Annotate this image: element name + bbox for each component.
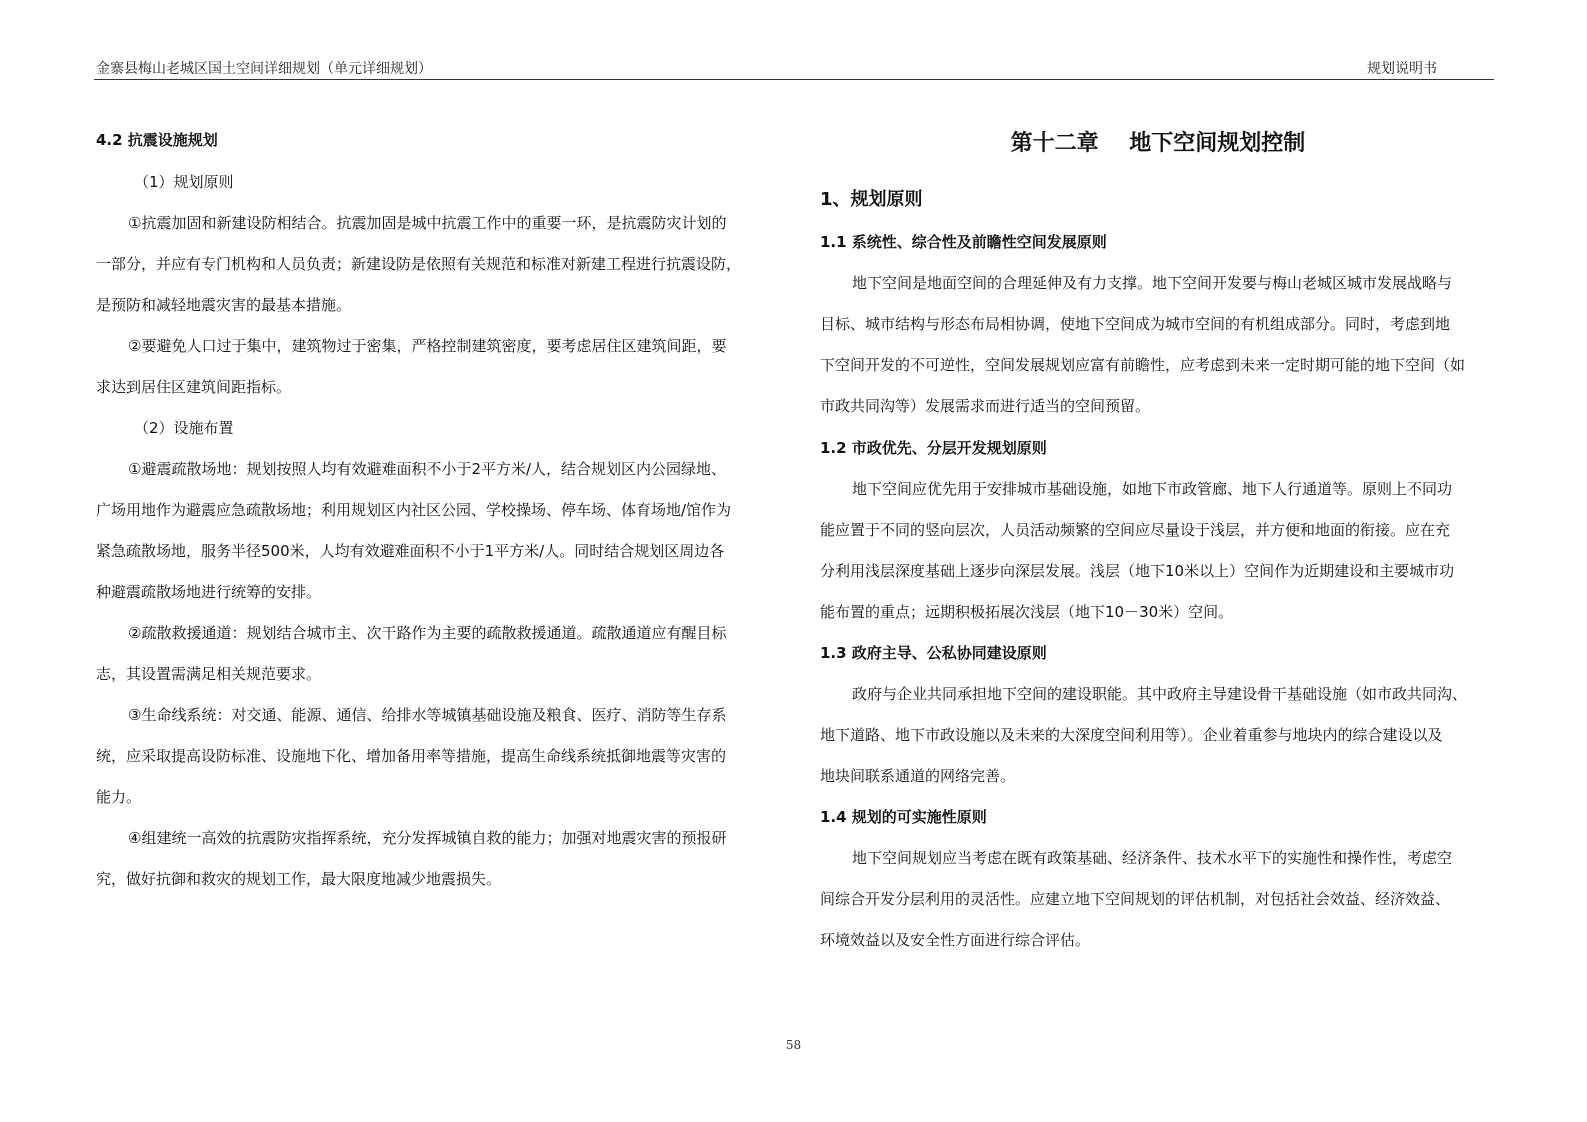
paragraph-line: ①避震疏散场地：规划按照人均有效避难面积不小于2平方米/人，结合规划区内公园绿地、 (128, 460, 727, 478)
paragraph-line: 分利用浅层深度基础上逐步向深层发展。浅层（地下10米以上）空间作为近期建设和主要城市功 (820, 562, 1455, 580)
paragraph-line: 究，做好抗御和救灾的规划工作，最大限度地减少地震损失。 (96, 870, 502, 888)
section-heading-1-1: 1.1 系统性、综合性及前瞻性空间发展原则 (820, 233, 1107, 251)
subheading-facility-layout: （2）设施布置 (134, 419, 234, 437)
paragraph-line: 能力。 (96, 788, 142, 806)
paragraph-line: 环境效益以及安全性方面进行综合评估。 (820, 931, 1091, 949)
page-number: 58 (785, 1038, 802, 1052)
paragraph-line: 统，应采取提高设防标准、设施地下化、增加备用率等措施，提高生命线系统抵御地震等灾害的 (96, 747, 727, 765)
paragraph-line: 政府与企业共同承担地下空间的建设职能。其中政府主导建设骨干基础设施（如市政共同沟、 (852, 685, 1468, 703)
paragraph-line: 能布置的重点；远期积极拓展次浅层（地下10－30米）空间。 (820, 603, 1234, 621)
paragraph-line: 市政共同沟等）发展需求而进行适当的空间预留。 (820, 397, 1151, 415)
paragraph-line: 地下道路、地下市政设施以及未来的大深度空间利用等）。企业着重参与地块内的综合建设以及 (820, 726, 1443, 744)
paragraph-line: 地下空间是地面空间的合理延伸及有力支撑。地下空间开发要与梅山老城区城市发展战略与 (852, 274, 1453, 292)
paragraph-line: 种避震疏散场地进行统筹的安排。 (96, 583, 322, 601)
paragraph-line: 求达到居住区建筑间距指标。 (96, 378, 292, 396)
paragraph-line: 志，其设置需满足相关规范要求。 (96, 665, 322, 683)
paragraph-line: 广场用地作为避震应急疏散场地；利用规划区内社区公园、学校操场、停车场、体育场地/馆作为 (96, 501, 732, 519)
paragraph-line: 能应置于不同的竖向层次，人员活动频繁的空间应尽量设于浅层，并方便和地面的衔接。应在充 (820, 521, 1451, 539)
paragraph-line: 紧急疏散场地，服务半径500米，人均有效避难面积不小于1平方米/人。同时结合规划区周边各 (96, 542, 725, 560)
paragraph-line: ②疏散救援通道：规划结合城市主、次干路作为主要的疏散救援通道。疏散通道应有醒目标 (128, 624, 727, 642)
paragraph-line: ④组建统一高效的抗震防灾指挥系统，充分发挥城镇自救的能力；加强对地震灾害的预报研 (128, 829, 727, 847)
paragraph-line: 地下空间应优先用于安排城市基础设施，如地下市政管廊、地下人行通道等。原则上不同功 (852, 480, 1453, 498)
subheading-planning-principles: （1）规划原则 (134, 173, 234, 191)
paragraph-line: ③生命线系统：对交通、能源、通信、给排水等城镇基础设施及粮食、医疗、消防等生存系 (128, 706, 727, 724)
paragraph-line: ②要避免人口过于集中，建筑物过于密集，严格控制建筑密度，要考虑居住区建筑间距，要 (128, 337, 727, 355)
document-type: 规划说明书 (1367, 61, 1437, 77)
paragraph-line: 地下空间规划应当考虑在既有政策基础、经济条件、技术水平下的实施性和操作性，考虑空 (852, 849, 1453, 867)
paragraph-line: 地块间联系通道的网络完善。 (820, 767, 1016, 785)
section-heading-1: 1、规划原则 (820, 189, 923, 210)
chapter-title: 第十二章 地下空间规划控制 (1010, 131, 1306, 156)
paragraph-line: 间综合开发分层利用的灵活性。应建立地下空间规划的评估机制，对包括社会效益、经济效益、 (820, 890, 1451, 908)
paragraph-line: 一部分，并应有专门机构和人员负责；新建设防是依照有关规范和标准对新建工程进行抗震设防， (96, 255, 742, 273)
paragraph-line: ①抗震加固和新建设防相结合。抗震加固是城中抗震工作中的重要一环，是抗震防灾计划的 (128, 214, 727, 232)
paragraph-line: 下空间开发的不可逆性，空间发展规划应富有前瞻性，应考虑到未来一定时期可能的地下空间（如 (820, 356, 1466, 374)
header-divider (94, 79, 1494, 80)
section-heading-1-4: 1.4 规划的可实施性原则 (820, 808, 987, 826)
paragraph-line: 目标、城市结构与形态布局相协调，使地下空间成为城市空间的有机组成部分。同时，考虑到地 (820, 315, 1451, 333)
document-title: 金寨县梅山老城区国土空间详细规划（单元详细规划） (96, 61, 432, 77)
section-heading-1-2: 1.2 市政优先、分层开发规划原则 (820, 439, 1047, 457)
section-heading-1-3: 1.3 政府主导、公私协同建设原则 (820, 644, 1047, 662)
paragraph-line: 是预防和减轻地震灾害的最基本措施。 (96, 296, 352, 314)
section-heading-4-2: 4.2 抗震设施规划 (96, 131, 218, 149)
